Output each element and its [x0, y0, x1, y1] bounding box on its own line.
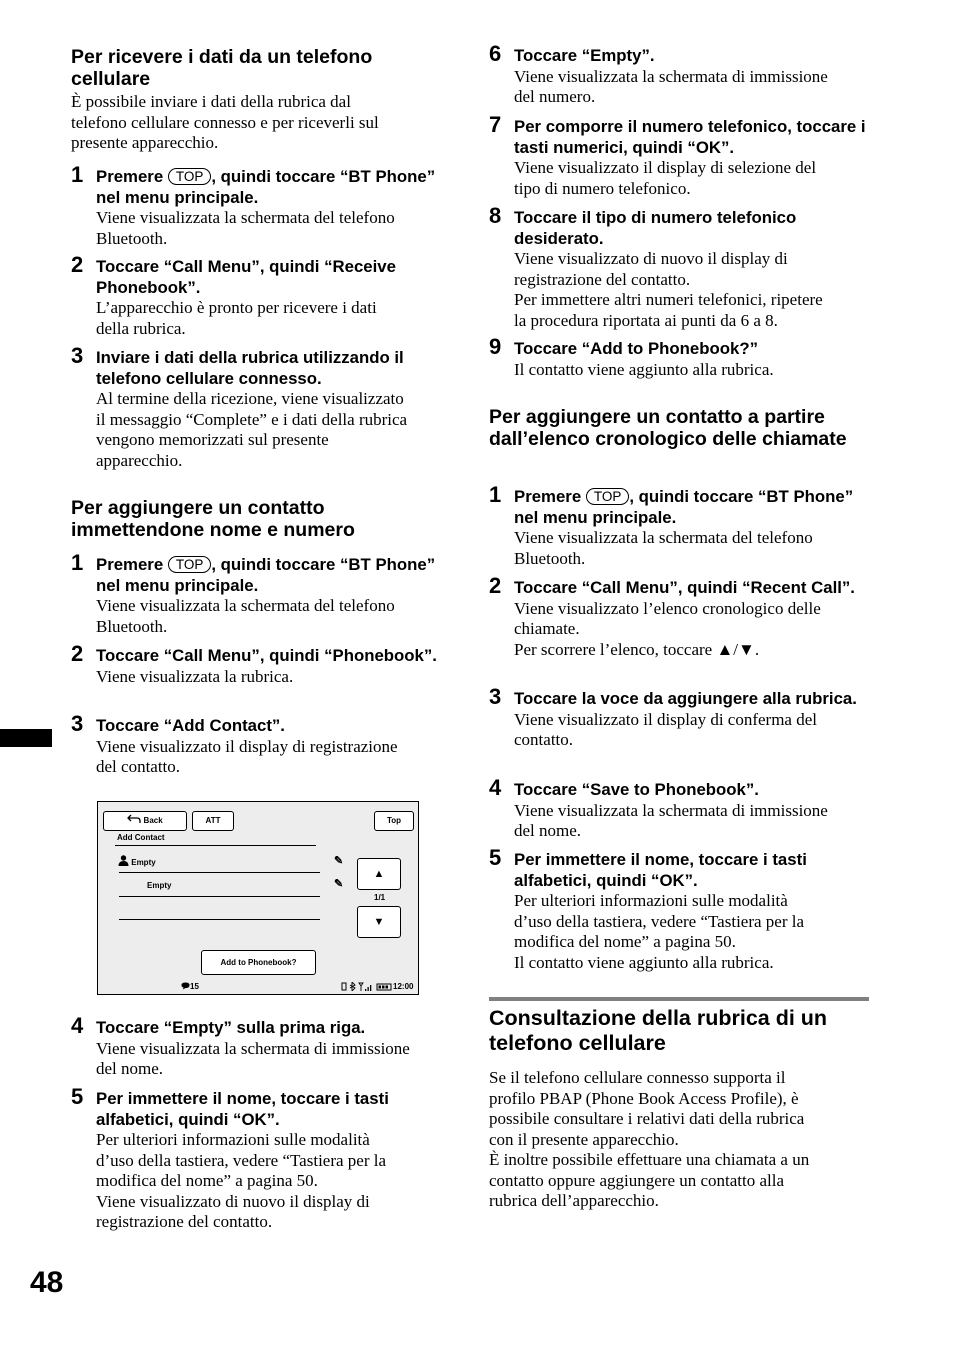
step-title: Inviare i dati della rubrica utilizzando il telefono cellulare connesso. — [96, 348, 404, 388]
step-description: Viene visualizzato il display di registrazione del contatto. — [96, 736, 398, 776]
step-number: 2 — [71, 252, 84, 277]
step-number: 3 — [71, 711, 84, 736]
add-to-phonebook-button[interactable]: Add to Phonebook? — [201, 950, 316, 975]
page-indicator: 1/1 — [374, 893, 386, 902]
step-number: 1 — [71, 162, 84, 187]
step-title: Toccare la voce da aggiungere alla rubrica. — [514, 689, 857, 708]
step-description: Viene visualizzata la schermata del telefono Bluetooth. — [96, 596, 395, 636]
step-description: Viene visualizzato di nuovo il display di registrazione del contatto. Per immettere altri numeri telefonici, ripetere la procedura riportata ai punti da 6 a 8. — [514, 249, 823, 330]
step-description: Viene visualizzata la schermata del telefono Bluetooth. — [96, 208, 395, 248]
add-step-4 — [71, 1013, 449, 1080]
field-divider — [119, 896, 320, 897]
step-title: Toccare “Empty”. — [514, 46, 655, 65]
step-number: 1 — [489, 482, 502, 507]
receive-step-2 — [71, 252, 449, 339]
title-underline — [115, 845, 316, 846]
scroll-up-button[interactable] — [357, 858, 401, 890]
step-number: 6 — [489, 41, 502, 66]
step-title — [96, 555, 449, 596]
recent-step-5 — [489, 845, 871, 973]
step-title: Toccare il tipo di numero telefonico desiderato. — [514, 208, 797, 248]
step-title: Toccare “Save to Phonebook”. — [514, 780, 759, 799]
section-heading-consult: Consultazione della rubrica di un telefono cellulare — [489, 1006, 828, 1055]
step-title: Toccare “Add Contact”. — [96, 716, 285, 735]
number-field[interactable]: Empty — [147, 881, 172, 890]
step-title: Toccare “Empty” sulla prima riga. — [96, 1018, 366, 1037]
add-step-9 — [489, 334, 871, 380]
recent-step-4 — [489, 775, 871, 842]
step-number: 5 — [71, 1084, 84, 1109]
receive-step-1 — [71, 162, 449, 249]
step-description: Viene visualizzato il display di selezione del tipo di numero telefonico. — [514, 158, 817, 198]
step-number: 4 — [489, 775, 502, 800]
section-heading-receive: Per ricevere i dati da un telefono cellulare — [71, 46, 373, 90]
step-number: 1 — [71, 550, 84, 575]
name-field-value: Empty — [131, 858, 156, 867]
add-contact-screen — [97, 801, 419, 995]
top-button[interactable]: Top — [374, 811, 414, 831]
step-description: Viene visualizzata la schermata di immissione del nome. — [96, 1038, 410, 1078]
scroll-down-button[interactable] — [357, 906, 401, 938]
message-count — [181, 982, 199, 991]
top-key-icon: TOP — [586, 488, 630, 505]
clock: 12:00 — [393, 982, 414, 991]
up-arrow-icon: ▲ — [373, 868, 385, 880]
step-number: 3 — [489, 684, 502, 709]
section-divider — [489, 997, 869, 1001]
step-title-end: , quindi toccare “BT Phone” nel menu principale. — [514, 487, 854, 527]
section-intro-receive: È possibile inviare i dati della rubrica dal telefono cellulare connesso e per riceverli sul presente apparecchio. — [71, 92, 379, 152]
back-arrow-icon — [127, 814, 141, 824]
step-title: Toccare “Add to Phonebook?” — [514, 339, 758, 358]
step-number: 5 — [489, 845, 502, 870]
step-description: Viene visualizzato il display di conferma del contatto. — [514, 709, 817, 749]
add-step-7 — [489, 112, 871, 199]
step-number: 2 — [489, 573, 502, 598]
step-number: 9 — [489, 334, 502, 359]
step-title: Toccare “Call Menu”, quindi “Receive Phonebook”. — [96, 257, 396, 297]
step-number: 7 — [489, 112, 502, 137]
step-number: 8 — [489, 203, 502, 228]
field-divider — [119, 919, 320, 920]
person-icon — [118, 855, 129, 866]
add-step-6 — [489, 41, 871, 108]
step-title: Per comporre il numero telefonico, toccare i tasti numerici, quindi “OK”. — [514, 117, 866, 157]
pencil-icon[interactable]: ✎ — [334, 878, 344, 890]
step-title: Per immettere il nome, toccare i tasti alfabetici, quindi “OK”. — [514, 850, 807, 890]
step-title-end: , quindi toccare “BT Phone” nel menu principale. — [96, 167, 436, 207]
step-description: Al termine della ricezione, viene visualizzato il messaggio “Complete” e i dati della rubrica vengono memorizzati sul presente apparecchio. — [96, 389, 408, 470]
pencil-icon[interactable]: ✎ — [334, 855, 344, 867]
step-title-start: Premere — [96, 167, 168, 186]
status-icons — [340, 982, 392, 992]
step-number: 3 — [71, 343, 84, 368]
add-step-2 — [71, 641, 449, 687]
down-arrow-icon: ▼ — [373, 916, 385, 928]
name-field[interactable] — [118, 855, 156, 867]
message-icon — [181, 982, 190, 990]
recent-step-1 — [489, 482, 871, 569]
step-description: Viene visualizzato l’elenco cronologico delle chiamate. Per scorrere l’elenco, toccare ▲/▼. — [514, 598, 821, 659]
step-title-start: Premere — [96, 555, 168, 574]
step-description: Viene visualizzata la schermata del telefono Bluetooth. — [514, 528, 813, 568]
step-description: Viene visualizzata la schermata di immissione del numero. — [514, 66, 828, 106]
step-title: Toccare “Call Menu”, quindi “Phonebook”. — [96, 646, 437, 665]
add-step-3 — [71, 711, 449, 778]
status-bar-icons — [340, 982, 392, 991]
page-number: 48 — [30, 1266, 64, 1299]
step-title-end: , quindi toccare “BT Phone” nel menu principale. — [96, 555, 436, 595]
section-heading-recent-call: Per aggiungere un contatto a partire dall’elenco cronologico delle chiamate — [489, 406, 847, 450]
step-title — [96, 167, 449, 208]
message-count-value: 15 — [190, 982, 199, 991]
top-key-icon: TOP — [168, 168, 212, 185]
step-description: Per ulteriori informazioni sulle modalità d’uso della tastiera, vedere “Tastiera per la modifica del nome” a pagina 50. Il contatto viene aggiunto alla rubrica. — [514, 891, 805, 972]
section-body-consult: Se il telefono cellulare connesso supporta il profilo PBAP (Phone Book Access Profile), è possibile consultare i relativi dati della rubrica con il presente apparecchio. È inoltre possibile effettuare una chiamata a un contatto oppure aggiungere un contatto alla rubrica dell’apparecchio. — [489, 1068, 810, 1210]
step-title-start: Premere — [514, 487, 586, 506]
recent-step-3 — [489, 684, 871, 751]
step-title: Toccare “Call Menu”, quindi “Recent Call”. — [514, 578, 855, 597]
step-description: Per ulteriori informazioni sulle modalità d’uso della tastiera, vedere “Tastiera per la modifica del nome” a pagina 50. Viene visualizzato di nuovo il display di registrazione del contatto. — [96, 1130, 387, 1231]
step-number: 4 — [71, 1013, 84, 1038]
att-button[interactable]: ATT — [192, 811, 234, 831]
step-description: L’apparecchio è pronto per ricevere i dati della rubrica. — [96, 298, 377, 338]
back-label: Back — [143, 816, 163, 825]
side-tab-marker — [0, 729, 52, 747]
back-button[interactable] — [103, 811, 187, 831]
step-description: Il contatto viene aggiunto alla rubrica. — [514, 359, 774, 379]
receive-step-3 — [71, 343, 449, 471]
add-step-8 — [489, 203, 871, 331]
step-description: Viene visualizzata la rubrica. — [96, 666, 294, 686]
add-step-5 — [71, 1084, 449, 1233]
step-title — [514, 487, 871, 528]
section-heading-add-contact: Per aggiungere un contatto immettendone nome e numero — [71, 497, 355, 541]
field-divider — [119, 872, 320, 873]
top-key-icon: TOP — [168, 556, 212, 573]
step-description: Viene visualizzata la schermata di immissione del nome. — [514, 800, 828, 840]
recent-step-2 — [489, 573, 871, 660]
step-title: Per immettere il nome, toccare i tasti alfabetici, quindi “OK”. — [96, 1089, 389, 1129]
step-number: 2 — [71, 641, 84, 666]
screen-title: Add Contact — [117, 833, 165, 842]
add-step-1 — [71, 550, 449, 637]
